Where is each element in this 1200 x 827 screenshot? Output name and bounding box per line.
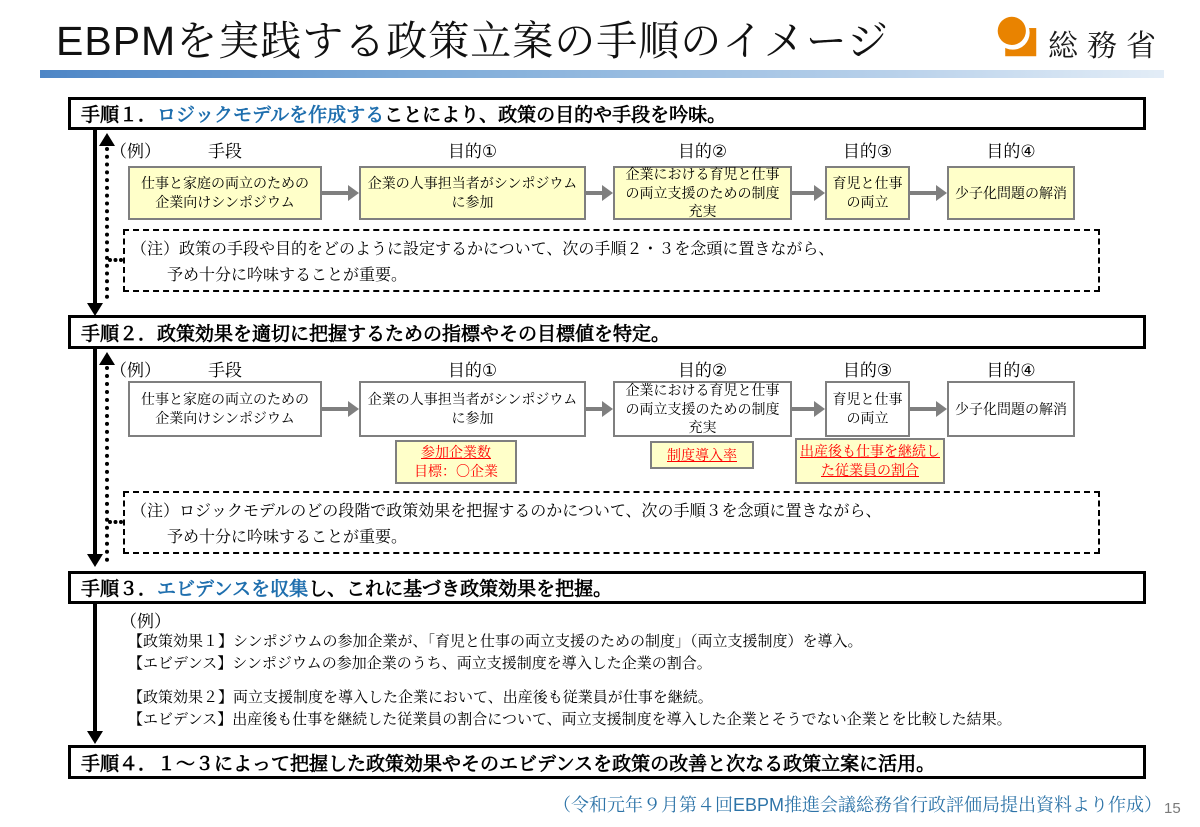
flow1-header-mokuteki2: 目的② <box>677 142 728 161</box>
metric-retention-line1: 出産後も仕事を継続し <box>800 443 940 460</box>
flow2-header-mokuteki1: 目的① <box>447 361 498 380</box>
step1-prefix: 手順１． <box>81 105 158 126</box>
flow2-box-5: 少子化問題の解消 <box>947 381 1075 437</box>
flow1-box-2: 企業の人事担当者がシンポジウムに参加 <box>359 166 586 220</box>
metric-retention-line2: た従業員の割合 <box>821 462 919 478</box>
flow1-box-3: 企業における育児と仕事の両立支援のための制度充実 <box>613 166 792 220</box>
step3-to-step4-arrowhead <box>87 731 103 744</box>
step3-evidence2: 【エビデンス】出産後も仕事を継続した従業員の割合について、両立支援制度を導入した企業とそうでない企業とを比較した結果。 <box>128 711 1012 728</box>
step1-to-step2-line <box>93 130 97 304</box>
step3-highlight: エビデンスを収集 <box>157 579 309 600</box>
step3-effect1: 【政策効果１】シンポジウムの参加企業が、「育児と仕事の両立支援のための制度」（両立支援制度）を導入。 <box>128 633 863 650</box>
note1-feedback-elbow <box>108 258 123 262</box>
step4-prefix: 手順４． <box>81 753 158 775</box>
flow2-box-2: 企業の人事担当者がシンポジウムに参加 <box>359 381 586 437</box>
note2-feedback-arrowhead <box>99 352 115 365</box>
flow1-arrow-2 <box>586 191 602 195</box>
somusho-logo-icon <box>993 13 1040 60</box>
flow2-header-shudan: 手段 <box>208 361 242 380</box>
flow2-header-mokuteki4: 目的④ <box>986 361 1036 380</box>
title-divider <box>40 70 1164 78</box>
flow1-header-shudan: 手段 <box>208 142 242 161</box>
step3-example-label: （例） <box>120 612 171 631</box>
step1-header <box>68 97 1146 130</box>
flow1-box-5: 少子化問題の解消 <box>947 166 1075 220</box>
step3-effect2: 【政策効果２】両立支援制度を導入した企業において、出産後も従業員が仕事を継続。 <box>128 689 713 706</box>
page-title: EBPMを実践する政策立案の手順のイメージ <box>56 18 889 64</box>
flow1-arrow-4 <box>910 191 936 195</box>
metric-adoption-rate-box <box>650 441 754 469</box>
note1-feedback-arrowhead <box>99 133 115 146</box>
step2-header <box>68 315 1146 349</box>
step1-note-line2: 予め十分に吟味することが重要。 <box>167 266 408 284</box>
somusho-logo-text: 総務省 <box>1048 30 1165 63</box>
flow2-header-mokuteki2: 目的② <box>677 361 728 380</box>
step3-header <box>68 571 1146 604</box>
step2-example-label: （例） <box>110 361 161 380</box>
step2-to-step3-line <box>93 349 97 555</box>
flow1-box-1: 仕事と家庭の両立のための企業向けシンポジウム <box>128 166 322 220</box>
note2-feedback-elbow <box>108 520 123 524</box>
flow1-header-mokuteki1: 目的① <box>447 142 498 161</box>
metric-retention-box <box>795 438 945 484</box>
step1-suffix: ことにより、政策の目的や手段を吟味。 <box>384 105 727 126</box>
metric-participants-line2: 目標：〇企業 <box>414 463 498 479</box>
note1-feedback-line <box>105 147 109 299</box>
step2-note-line1: （注）ロジックモデルのどの段階で政策効果を把握するのかについて、次の手順３を念頭に置きながら、 <box>131 503 882 520</box>
step2-note-line2: 予め十分に吟味することが重要。 <box>167 528 408 546</box>
step3-to-step4-line <box>93 604 97 732</box>
metric-participants-line1: 参加企業数 <box>421 444 491 461</box>
step2-suffix: 政策効果を適切に把握するための指標やその目標値を特定。 <box>157 323 671 345</box>
flow2-arrow-3 <box>792 407 814 411</box>
flow2-box-4: 育児と仕事の両立 <box>825 381 910 437</box>
step4-header <box>68 745 1146 779</box>
flow2-arrow-1 <box>322 407 348 411</box>
step1-note-line1: （注）政策の手段や目的をどのように設定するかについて、次の手順２・３を念頭に置きながら、 <box>131 241 835 258</box>
note2-feedback-line <box>105 366 109 562</box>
flow1-arrow-1 <box>322 191 348 195</box>
footer-source: （令和元年９月第４回EBPM推進会議総務省行政評価局提出資料より作成） <box>552 795 1162 815</box>
page-number: 15 <box>1164 800 1181 817</box>
step2-to-step3-arrowhead <box>87 554 103 567</box>
flow2-arrow-2 <box>586 407 602 411</box>
step4-suffix: １～３によって把握した政策効果やそのエビデンスを政策の改善と次なる政策立案に活用。 <box>157 753 936 775</box>
flow1-arrow-3 <box>792 191 814 195</box>
step1-example-label: （例） <box>110 142 161 161</box>
flow2-box-3: 企業における育児と仕事の両立支援のための制度充実 <box>613 381 792 437</box>
flow2-arrow-4 <box>910 407 936 411</box>
step1-highlight: ロジックモデルを作成する <box>157 105 385 126</box>
step1-note-box <box>123 229 1100 292</box>
step3-suffix: し、これに基づき政策効果を把握。 <box>308 579 613 600</box>
step3-prefix: 手順３． <box>81 579 158 600</box>
flow1-header-mokuteki4: 目的④ <box>986 142 1036 161</box>
step3-evidence1: 【エビデンス】シンポジウムの参加企業のうち、両立支援制度を導入した企業の割合。 <box>128 655 712 672</box>
flow2-box-1: 仕事と家庭の両立のための企業向けシンポジウム <box>128 381 322 437</box>
metric-participants-box <box>395 440 517 484</box>
flow1-box-4: 育児と仕事の両立 <box>825 166 910 220</box>
step2-prefix: 手順２． <box>81 323 158 345</box>
flow1-header-mokuteki3: 目的③ <box>842 142 893 161</box>
step2-note-box <box>123 491 1100 554</box>
flow2-header-mokuteki3: 目的③ <box>842 361 893 380</box>
metric-adoption-rate-label: 制度導入率 <box>667 446 737 463</box>
